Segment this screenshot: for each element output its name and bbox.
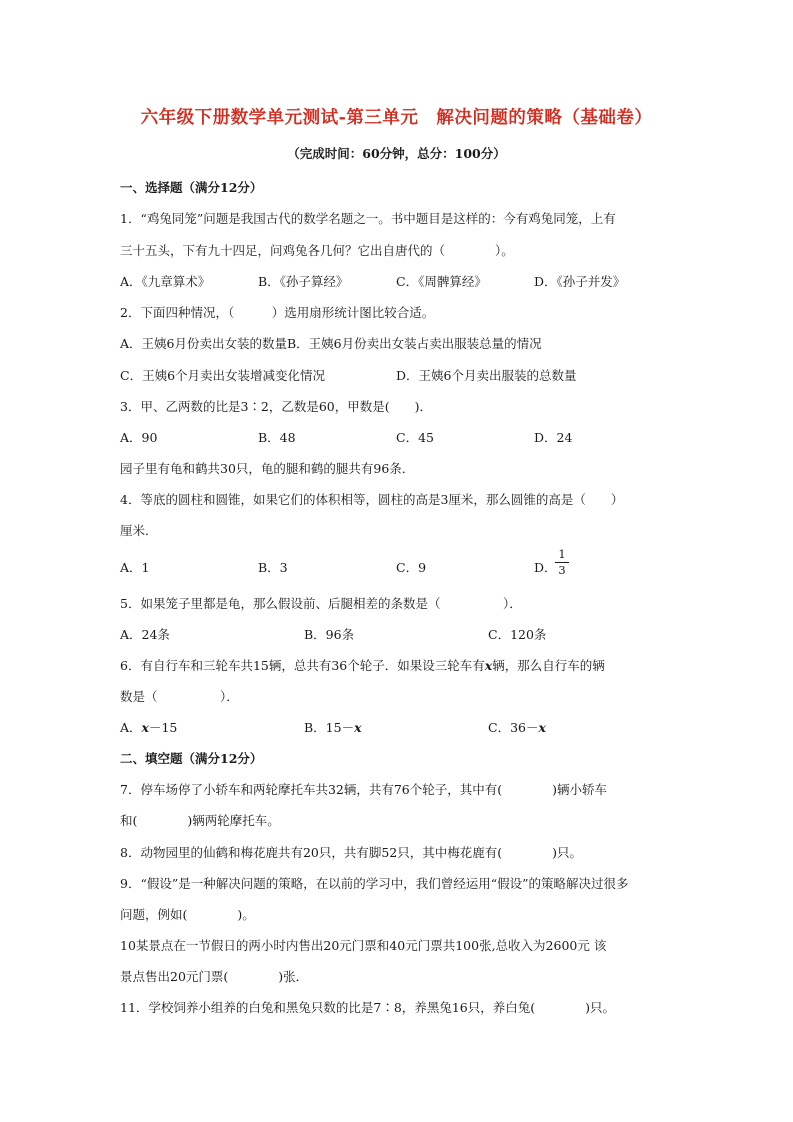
- question-1-line-2: 三十五头，下有九十四足，问鸡兔各几何？它出自唐代的（ ）。: [120, 243, 514, 258]
- page-title: 六年级下册数学单元测试-第三单元 解决问题的策略（基础卷）: [140, 108, 653, 128]
- question-6-text-a: 6．有自行车和三轮车共15辆，总共有36个轮子．如果设三轮车有: [120, 658, 485, 673]
- question-6-text-b: 辆，那么自行车的辆: [492, 658, 605, 673]
- question-5-option-a: A．24条: [120, 627, 170, 642]
- question-7-line-1: 7．停车场停了小轿车和两轮摩托车共32辆，共有76个轮子，其中有( )辆小轿车: [120, 782, 608, 797]
- question-6-option-c: [488, 718, 546, 736]
- question-2-option-d: D．王姨6个月卖出服装的总数量: [396, 368, 577, 383]
- question-4-option-c: C．9: [396, 560, 427, 575]
- question-8: 8．动物园里的仙鹤和梅花鹿共有20只，共有脚52只，其中梅花鹿有( )只。: [120, 845, 583, 860]
- question-3-option-c: C．45: [396, 430, 434, 445]
- exam-info: （完成时间：60分钟，总分：100分）: [287, 146, 506, 161]
- question-4-option-a: A．1: [120, 560, 150, 575]
- question-2-option-c: C．王姨6个月卖出女装增减变化情况: [120, 368, 326, 383]
- question-3-option-a: A．90: [120, 430, 158, 445]
- context-statement: 园子里有龟和鹤共30只，龟的腿和鹤的腿共有96条．: [120, 461, 415, 476]
- question-3-option-b: B．48: [258, 430, 296, 445]
- question-2-options-ab: A．王姨6月份卖出女装的数量B．王姨6月份卖出女装占卖出服装总量的情况: [120, 336, 542, 351]
- question-11: 11．学校饲养小组养的白兔和黑兔只数的比是7∶8，养黑兔16只，养白兔( )只。: [120, 1000, 615, 1015]
- question-1-option-d: D．《孙子并发》: [534, 274, 626, 289]
- variable-x: x: [538, 720, 546, 735]
- question-4-option-b: B．3: [258, 560, 288, 575]
- question-1-option-a: A．《九章算术》: [120, 274, 211, 289]
- question-4-line-2: 厘米．: [120, 523, 158, 538]
- question-5-option-c: C．120条: [488, 627, 547, 642]
- question-5: 5．如果笼子里都是龟，那么假设前、后腿相差的条数是（ ）．: [120, 596, 522, 611]
- question-7-line-2: 和( )辆两轮摩托车。: [120, 813, 280, 828]
- question-10-line-2: 景点售出20元门票( )张．: [120, 969, 309, 984]
- question-2: 2．下面四种情况，（ ）选用扇形统计图比较合适。: [120, 305, 435, 320]
- question-1-option-b: B．《孙子算经》: [258, 274, 349, 289]
- question-6-option-b: [304, 718, 362, 736]
- question-9-line-1: 9．“假设”是一种解决问题的策略，在以前的学习中，我们曾经运用“假设”的策略解决过很多: [120, 876, 629, 891]
- section-heading-choice: 一、选择题（满分12分）: [120, 180, 263, 195]
- variable-x: x: [141, 720, 149, 735]
- question-6-line-2: 数是（ ）．: [120, 689, 239, 704]
- option-a-prefix: A．: [120, 720, 142, 735]
- question-4-line-1: 4．等底的圆柱和圆锥，如果它们的体积相等，圆柱的高是3厘米，那么圆锥的高是（ ）: [120, 492, 624, 507]
- question-9-line-2: 问题，例如( )。: [120, 907, 255, 922]
- question-5-option-b: B．96条: [304, 627, 355, 642]
- option-c-prefix: C．36－: [488, 720, 539, 735]
- question-3: 3．甲、乙两数的比是3∶2，乙数是60，甲数是( )．: [120, 399, 433, 414]
- question-6-option-a: [120, 718, 177, 736]
- option-b-prefix: B．15－: [304, 720, 355, 735]
- variable-x: x: [354, 720, 362, 735]
- question-3-option-d: D．24: [534, 430, 573, 445]
- question-1-option-c: C．《周髀算经》: [396, 274, 487, 289]
- fraction-denominator: 3: [558, 563, 566, 577]
- question-10-line-1: 10某景点在一节假日的两小时内售出20元门票和40元门票共100张,总收入为2600元 该: [120, 938, 607, 953]
- variable-x: x: [484, 658, 493, 673]
- fraction-one-third: [555, 548, 569, 577]
- option-a-suffix: －15: [148, 720, 178, 735]
- section-heading-fill: 二、填空题（满分12分）: [120, 751, 263, 766]
- question-6-line-1: [120, 656, 605, 674]
- question-4-option-d: D．: [534, 560, 557, 575]
- fraction-numerator: 1: [558, 547, 566, 561]
- question-1-line-1: 1．“鸡兔同笼”问题是我国古代的数学名题之一。书中题目是这样的：今有鸡兔同笼，上有: [120, 211, 616, 226]
